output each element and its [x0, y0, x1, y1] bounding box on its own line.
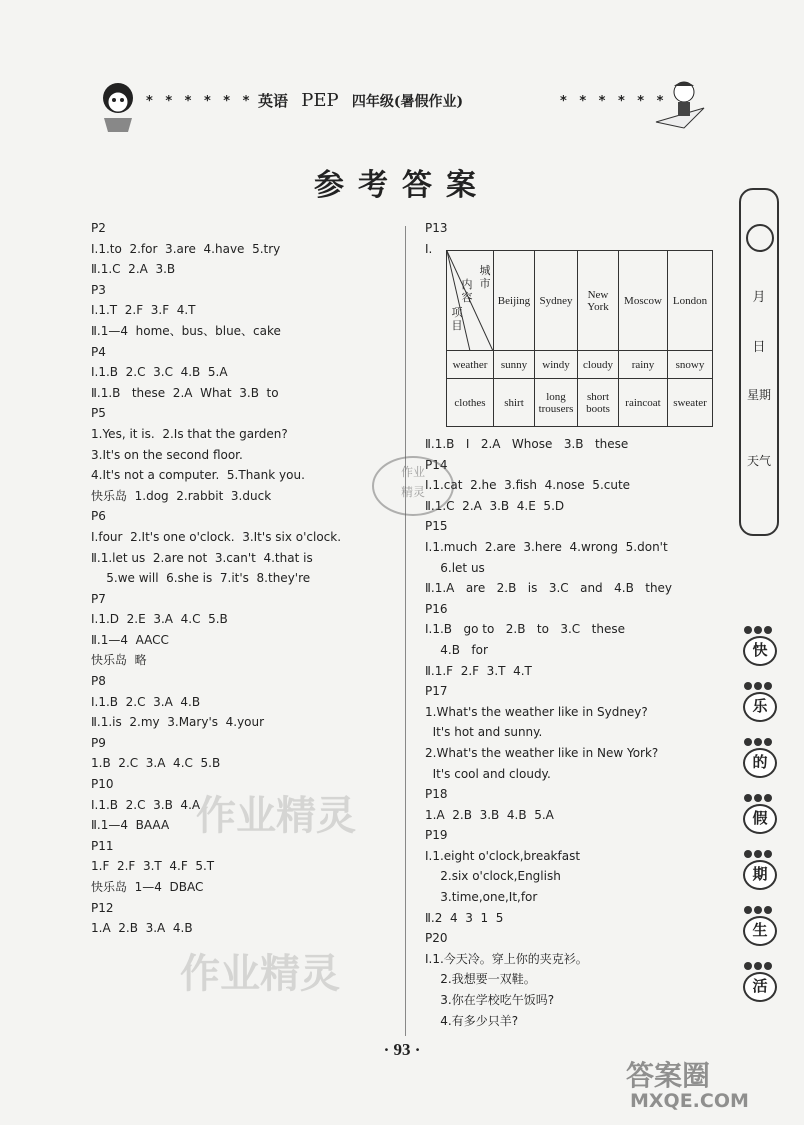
stamp — [372, 456, 454, 516]
table-cell: snowy — [668, 351, 713, 379]
answer-line: 1.F 2.F 3.T 4.F 5.T — [91, 859, 215, 874]
answer-line: Ⅱ.1.is 2.my 3.Mary's 4.your — [91, 715, 265, 730]
paw-toe — [764, 850, 772, 858]
answer-line: P6 — [91, 509, 106, 524]
right-answers-lower — [425, 434, 725, 1031]
answer-line: Ⅱ.1.B I 2.A Whose 3.B these — [425, 437, 629, 451]
answer-line: 6.let us — [425, 560, 485, 575]
answer-line: P14 — [425, 457, 448, 472]
edition: PEP — [301, 90, 339, 111]
table-cell: sweater — [668, 379, 713, 427]
column-divider — [405, 226, 406, 1036]
answer-line: Ⅱ.1.C 2.A 3.B — [91, 262, 176, 277]
answer-line: P10 — [91, 777, 114, 792]
paw-toe — [764, 626, 772, 634]
paw-char: 乐 — [743, 692, 777, 722]
answer-line: P17 — [425, 684, 448, 699]
answer-line: Ⅰ.1.B 2.C 3.C 4.B 5.A — [91, 365, 228, 380]
weather-label: 天气 — [746, 454, 771, 468]
answer-line: 2.six o'clock,English — [425, 869, 561, 884]
section-label: Ⅰ. — [425, 241, 433, 256]
stamp-text: 精灵 — [400, 485, 425, 499]
answer-line: 1.A 2.B 3.A 4.B — [91, 921, 193, 936]
answer-line: Ⅱ.1.F 2.F 3.T 4.T — [425, 663, 532, 678]
row-label: clothes — [447, 379, 494, 427]
answer-line: 4.B for — [425, 642, 488, 657]
answer-line: Ⅱ.1.A are 2.B is 3.C and 4.B they — [425, 581, 673, 596]
answer-line: P9 — [91, 735, 106, 750]
table-cell: cloudy — [578, 351, 619, 379]
answer-line: 5.we will 6.she is 7.it's 8.they're — [91, 571, 311, 586]
paw-toe — [744, 682, 752, 690]
paw-char: 的 — [743, 748, 777, 778]
page-number: · 93 · — [383, 1040, 421, 1059]
table-cell: sunny — [494, 351, 535, 379]
answer-line: Ⅱ.1.let us 2.are not 3.can't 4.that is — [91, 550, 313, 565]
site-logo-url: MXQE.COM — [630, 1090, 749, 1112]
answer-line: Ⅱ.1—4 AACC — [91, 632, 169, 647]
answer-line: Ⅱ.1—4 home、bus、blue、cake — [91, 323, 281, 338]
answer-line: Ⅰ.four 2.It's one o'clock. 3.It's six o'clock. — [91, 529, 342, 544]
paw-toe — [754, 962, 762, 970]
table-cell: raincoat — [619, 379, 668, 427]
answer-line: P4 — [91, 344, 106, 359]
answer-line: 1.B 2.C 3.A 4.C 5.B — [91, 756, 221, 771]
answer-line: 1.Yes, it is. 2.Is that the garden? — [91, 426, 288, 441]
answer-line: Ⅱ.1.B these 2.A What 3.B to — [91, 385, 279, 400]
answer-line: P3 — [91, 282, 106, 297]
answer-line: Ⅰ.1.D 2.E 3.A 4.C 5.B — [91, 612, 228, 627]
paw-toe — [764, 906, 772, 914]
grade: 四年级(暑假作业) — [351, 94, 464, 110]
week-label: 星期 — [746, 388, 771, 402]
boy-paper-plane-icon — [654, 78, 708, 130]
answer-line: 2.What's the weather like in New York? — [425, 745, 659, 760]
stamp-text: 作业 — [400, 465, 425, 479]
day-label: 日 — [752, 340, 766, 355]
paw-toe — [744, 906, 752, 914]
paw-badge — [740, 850, 776, 886]
paw-toe — [764, 794, 772, 802]
answer-line: 快乐岛 1—4 DBAC — [91, 880, 204, 894]
table-cell: long trousers — [535, 379, 578, 427]
corner-city: 城市 — [479, 265, 491, 290]
table-cell: shirt — [494, 379, 535, 427]
table-cell: rainy — [619, 351, 668, 379]
answer-line: P12 — [91, 900, 114, 915]
subject: 英语 — [258, 92, 289, 110]
answer-line: P18 — [425, 787, 448, 802]
answer-line: 快乐岛 1.dog 2.rabbit 3.duck — [91, 488, 272, 503]
paw-badge — [740, 906, 776, 942]
answer-line: Ⅰ.1.B go to 2.B to 3.C these — [425, 622, 625, 637]
city-header: Beijing — [494, 251, 535, 351]
answer-line: 3.你在学校吃午饭吗? — [425, 993, 555, 1008]
answer-line: Ⅰ.1.much 2.are 3.here 4.wrong 5.don't — [425, 539, 668, 554]
answer-line: Ⅱ.1—4 BAAA — [91, 818, 170, 833]
paw-toe — [764, 682, 772, 690]
girl-cartoon-icon — [96, 78, 140, 132]
section-label: P13 — [425, 221, 448, 235]
paw-toe — [764, 962, 772, 970]
answer-line: P16 — [425, 601, 448, 616]
answer-line: P8 — [91, 674, 106, 689]
paw-toe — [754, 906, 762, 914]
paw-char: 期 — [743, 860, 777, 890]
answer-line: Ⅰ.1.to 2.for 3.are 4.have 5.try — [91, 241, 281, 256]
city-header: London — [668, 251, 713, 351]
paw-toe — [744, 850, 752, 858]
paw-char: 活 — [743, 972, 777, 1002]
answer-line: P2 — [91, 221, 106, 235]
paw-toe — [744, 962, 752, 970]
paw-toe — [744, 794, 752, 802]
answer-line: P11 — [91, 838, 114, 853]
paw-toe — [744, 738, 752, 746]
answer-line: 2.我想要一双鞋。 — [425, 972, 536, 987]
answer-line: P7 — [91, 591, 106, 606]
city-header: New York — [578, 251, 619, 351]
answer-line: Ⅱ.1.C 2.A 3.B 4.E 5.D — [425, 498, 565, 513]
answer-line: 1.A 2.B 3.B 4.B 5.A — [425, 807, 554, 822]
answer-line: 3.time,one,It,for — [425, 890, 538, 905]
answer-line: 4.有多少只羊? — [425, 1013, 519, 1028]
table-corner — [447, 251, 494, 351]
answer-line: P5 — [91, 406, 106, 421]
answer-line: P20 — [425, 931, 448, 946]
paw-toe — [754, 850, 762, 858]
paw-toe — [754, 626, 762, 634]
answer-line: Ⅰ.1.cat 2.he 3.fish 4.nose 5.cute — [425, 478, 631, 493]
paw-badge — [740, 962, 776, 998]
page-title: 参考答案 — [314, 168, 490, 203]
weather-table — [446, 250, 713, 427]
answer-line: Ⅰ.1.B 2.C 3.B 4.A — [91, 797, 201, 812]
watermark: 作业精灵 — [180, 951, 340, 997]
paw-toe — [764, 738, 772, 746]
paw-toe — [754, 682, 762, 690]
table-cell: windy — [535, 351, 578, 379]
answer-line: 3.It's on the second floor. — [91, 447, 243, 462]
header — [0, 78, 804, 138]
stars-left: * * * * * * — [146, 94, 254, 109]
paw-char: 假 — [743, 804, 777, 834]
header-title — [258, 90, 463, 111]
paw-badge — [740, 794, 776, 830]
answer-line: Ⅰ.1.T 2.F 3.F 4.T — [91, 303, 196, 318]
answer-line: Ⅱ.2 4 3 1 5 — [425, 910, 504, 925]
clock-icon — [746, 224, 774, 252]
paw-toe — [754, 794, 762, 802]
answer-line: 快乐岛 略 — [91, 653, 147, 668]
paw-badge — [740, 738, 776, 774]
paw-toe — [754, 738, 762, 746]
month-label: 月 — [752, 290, 766, 305]
paw-badge — [740, 682, 776, 718]
corner-content: 内容 — [461, 279, 473, 304]
answer-line: P15 — [425, 519, 448, 534]
answer-line: Ⅰ.1.eight o'clock,breakfast — [425, 848, 581, 863]
city-header: Moscow — [619, 251, 668, 351]
site-logo: 答案圈 — [626, 1059, 711, 1092]
answer-line: 1.What's the weather like in Sydney? — [425, 704, 648, 719]
answer-line: It's cool and cloudy. — [425, 766, 551, 781]
date-weather-sidebar — [739, 188, 779, 536]
stars-right: * * * * * * — [560, 94, 668, 109]
answer-line: Ⅰ.1.B 2.C 3.A 4.B — [91, 694, 201, 709]
answer-line: P19 — [425, 828, 448, 843]
paw-char: 快 — [743, 636, 777, 666]
table-cell: short boots — [578, 379, 619, 427]
city-header: Sydney — [535, 251, 578, 351]
paw-char: 生 — [743, 916, 777, 946]
paw-badge — [740, 626, 776, 662]
watermark: 作业精灵 — [196, 793, 356, 839]
answer-line: 4.It's not a computer. 5.Thank you. — [91, 468, 305, 483]
answer-line: It's hot and sunny. — [425, 725, 543, 740]
answer-line: Ⅰ.1.今天冷。穿上你的夹克衫。 — [425, 951, 588, 966]
corner-item: 项目 — [451, 307, 463, 332]
row-label: weather — [447, 351, 494, 379]
paw-toe — [744, 626, 752, 634]
